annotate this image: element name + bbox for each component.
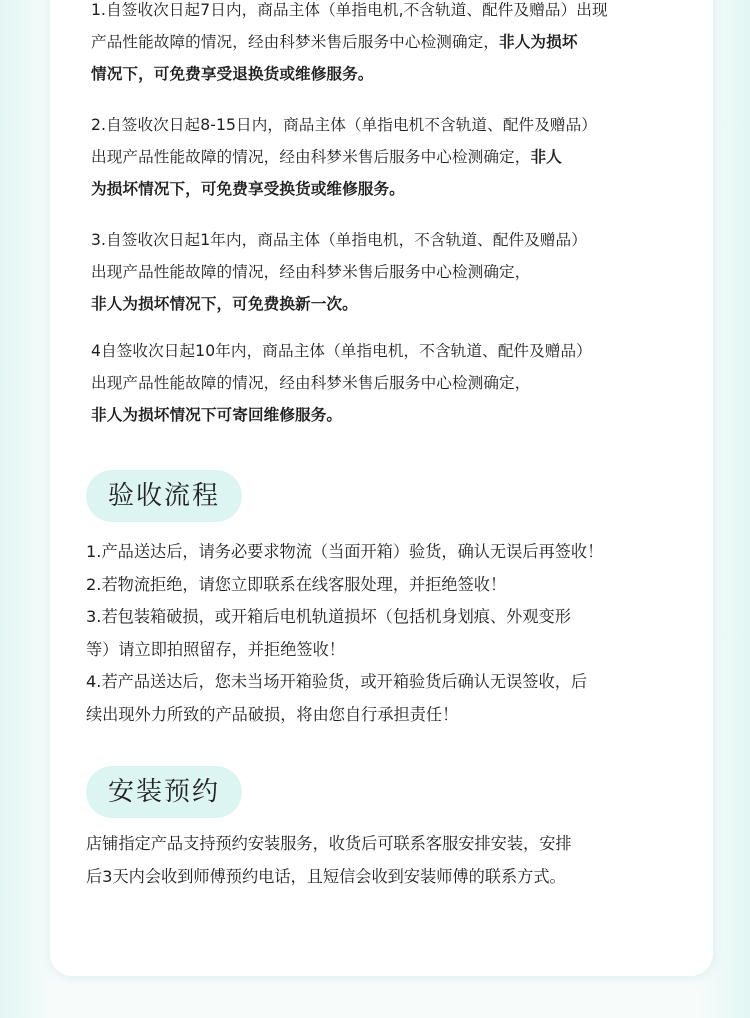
section-title-install: 安装预约 [86, 766, 242, 818]
policy-line [91, 399, 691, 431]
policy-emphasis: 为损坏情况下，可免费享受换货或维修服务。 [91, 180, 405, 198]
install-line: 后3天内会收到师傅预约电话，且短信会收到安装师傅的联系方式。 [86, 866, 566, 886]
acceptance-line: 等）请立即拍照留存，并拒绝签收！ [86, 639, 345, 659]
policy-line [91, 141, 691, 173]
policy-line: 出现产品性能故障的情况，经由科梦米售后服务中心检测确定， [91, 374, 531, 392]
policy-line: 4自签收次日起10年内，商品主体（单指电机，不含轨道、配件及赠品） [91, 342, 592, 360]
policy-line: 2.自签收次日起8-15日内，商品主体（单指电机不含轨道、配件及赠品） [91, 116, 597, 134]
policy-emphasis: 非人为损坏 [499, 33, 578, 51]
policy-line [91, 288, 691, 320]
policy-line: 3.自签收次日起1年内，商品主体（单指电机，不含轨道、配件及赠品） [91, 231, 587, 249]
policy-emphasis: 非人为损坏情况下，可免费换新一次。 [91, 295, 358, 313]
acceptance-line: 3.若包装箱破损，或开箱后电机轨道损坏（包括机身划痕、外观变形 [86, 607, 571, 626]
acceptance-line: 1.产品送达后，请务必要求物流（当面开箱）验货，确认无误后再签收！ [86, 542, 604, 561]
install-line: 店铺指定产品支持预约安装服务，收货后可联系客服安排安装，安排 [86, 834, 572, 853]
acceptance-line: 4.若产品送达后，您未当场开箱验货，或开箱验货后确认无误签收，后 [86, 672, 588, 691]
policy-line [91, 58, 691, 90]
policy-emphasis: 非人 [530, 148, 562, 166]
policy-line [91, 173, 691, 205]
policy-line: 出现产品性能故障的情况，经由科梦米售后服务中心检测确定， [91, 263, 531, 281]
policy-text: 出现产品性能故障的情况，经由科梦米售后服务中心检测确定， [91, 148, 531, 166]
policy-emphasis: 非人为损坏情况下可寄回维修服务。 [91, 406, 343, 424]
policy-line: 1.自签收次日起7日内，商品主体（单指电机,不含轨道、配件及赠品）出现 [91, 1, 608, 19]
acceptance-line: 续出现外力所致的产品破损，将由您自行承担责任！ [86, 704, 459, 724]
policy-item-4 [91, 335, 691, 431]
policy-item-3 [91, 224, 691, 320]
policy-line [91, 26, 691, 58]
policy-emphasis: 情况下，可免费享受退换货或维修服务。 [91, 65, 374, 83]
policy-text: 产品性能故障的情况，经由科梦米售后服务中心检测确定， [91, 33, 500, 51]
acceptance-line: 2.若物流拒绝，请您立即联系在线客服处理，并拒绝签收！ [86, 574, 507, 594]
acceptance-steps [86, 536, 696, 731]
policy-item-1 [91, 0, 691, 90]
section-title-acceptance: 验收流程 [86, 470, 242, 522]
policy-item-2 [91, 109, 691, 205]
install-text [86, 828, 696, 893]
